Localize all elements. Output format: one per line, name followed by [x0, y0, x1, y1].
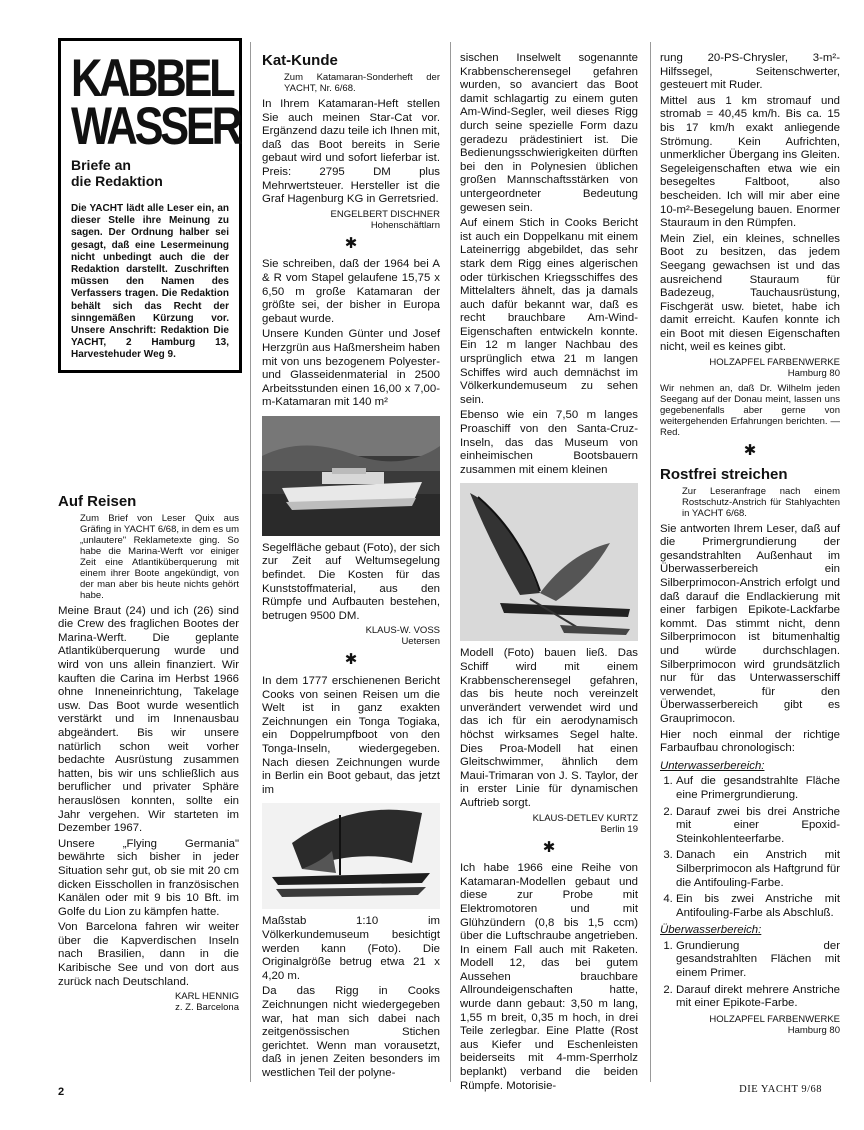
paragraph: Meine Braut (24) und ich (26) sind die Crew des fraglichen Bootes der Marina-Werft. Die geplante Atlantiküberquerung wurde und wird von uns allein finanziert. Wir kauften die Carina im Herbst 1966 ohne Inneneinrichtung, Takelage usw. Das Boot wurde wesentlich verstärkt und im Innenausbau abgeändert. Bis wir unsere natürlich schon weit vorher bedachte Ausrüstung zusammen hatten, bis wir uns schließlich aus beruflicher und privater Sphäre herauslösen konnten, sollte ein Jahr vergehen. Wir starteten im Dezember 1967.	[58, 604, 239, 835]
paragraph: rung 20-PS-Chrysler, 3-m²-Hilfssegel, Seitenschwerter, gesteuert mit Ruder.	[660, 52, 840, 92]
signature	[262, 625, 440, 647]
article-dek: Zum Katamaran-Sonderheft der YACHT, Nr. 6/68.	[284, 72, 440, 94]
paragraph: Sie schreiben, daß der 1964 bei A & R vom Stapel gelaufene 15,75 x 6,50 m große Katamaran der größte sei, der bisher in Europa gebaut wurde.	[262, 258, 440, 325]
column-2	[262, 52, 440, 1083]
signature	[460, 813, 638, 835]
separator-star: ✱	[344, 651, 358, 669]
column-rule	[450, 42, 451, 1082]
paragraph: Auf einem Stich in Cooks Bericht ist auch ein Doppelkanu mit einem Lateinerrigg abgebildet, das sehr stark dem Rigg eines algerischen oder türkischen Kriegsschiffes des Mittelalters ähnelt, das ja damals auch dafür bekannt war, daß es recht brauchbare Am-Wind-Eigenschaften entwickeln konnte. Ein 12 m langer Nachbau des ursprünglich etwa 21 m langen Schiffes wird auch demnächst im Völkerkundemuseum zu sehen sein.	[460, 217, 638, 406]
paragraph: Mittel aus 1 km stromauf und stromab = 40,45 km/h. Bis ca. 15 bis 17 km/h exakt anliegende Strömung. Kein Aufrichten, unmerklicher Übergang ins Gleiten. Segeleigenschaften etwa wie ein besegeltes Faltboot, also bescheiden. Ich will mir aber eine 10-m²-Besegelung bauen. Enormer Stauraum in den Rümpfen.	[660, 94, 840, 230]
article-title-rostfrei: Rostfrei streichen	[660, 465, 788, 483]
list-item: 4. Ein bis zwei Anstriche mit Antifouling-Farbe als Abschluß.	[676, 893, 840, 920]
list-item: 2. Darauf direkt mehrere Anstriche mit einer Epikote-Farbe.	[676, 984, 840, 1011]
article-title-auf-reisen: Auf Reisen	[58, 492, 137, 510]
paragraph: Segelfläche gebaut (Foto), der sich zur Zeit auf Weltumsegelung befindet. Die Kosten für das Kunststoffmaterial, aus den Rümpfe und Aufbauten bestehen, betrugen 9500 DM.	[262, 541, 440, 622]
article-dek: Zur Leseranfrage nach einem Rostschutz-Anstrich für Stahlyachten in YACHT 6/68.	[682, 485, 840, 519]
list-item: 2. Darauf zwei bis drei Anstriche mit einer Epoxid-Steinkohlenteerfarbe.	[676, 806, 840, 847]
proa-model-photo	[460, 483, 638, 641]
paragraph: Mein Ziel, ein kleines, schnelles Boot zu besitzen, das jedem Seegang gewachsen ist und das ausreichend Stauraum für Badezeug, Tauchausrüstung, Fischgerät usw. bietet, habe ich damit erreicht. Kaufen konnte ich ein Boot mit diesen Eigenschaften nicht, weil es keines gibt.	[660, 232, 840, 354]
signature-place: Hamburg 80	[787, 368, 840, 380]
signature-name: KARL HENNIG	[174, 991, 239, 1003]
paragraph: Sie antworten Ihrem Leser, daß auf die Primergrundierung der gesandstrahlten Außenhaut im Überwasserbereich ein Silberprimocon-Anstrich erfolgt und daß darauf die Endlackierung mit einer farbigen Epikote-Lackfarbe kommt. Das stimmt nicht, denn Silberprimocon ist bitumenhaltig und würde durchschlagen. Silberprimocon wird grundsätzlich nur für das Unterwasserschiff verwendet, für den Überwasserbereich gibt es Grauprimocon.	[660, 522, 840, 725]
paragraph: Ich habe 1966 eine Reihe von Katamaran-Modellen gebaut und diese zur Probe mit Elektromotoren und mit Glühzündern (0,8 bis 1,5 ccm) über die Luftschraube angetrieben. In einem Fall auch mit Raketen. Modell 12, das bei gutem Aussehen brauchbare Allroundeigenschaften hatte, wurde dann gebaut: 3,50 m lang, 1,55 m breit, 0,35 m hoch, in drei Teile zerlegbar. Eine Platte (Rost aus Kiefer und Eschenleisten beiderseits mit 4-mm-Sperrholz beplankt) verband die beiden Rümpfe. Motorisie-	[460, 862, 638, 1092]
list-underwater	[660, 775, 840, 920]
column-rule	[250, 42, 251, 1082]
masthead-intro: Die YACHT lädt alle Leser ein, an dieser Stelle ihre Meinung zu sagen. Der Ordnung halber sei gesagt, daß eine Lesermeinung nicht unbedingt auch die der Redaktion darstellt. Zuschriften müssen den Namen des Verfassers tragen. Die Redaktion behält sich das Recht der sinngemäßen Kürzung vor. Unsere Anschrift: Redaktion Die YACHT, 2 Hamburg 13, Harvestehuder Weg 9.	[71, 203, 229, 361]
signature	[262, 209, 440, 231]
list-item: 1. Grundierung der gesandstrahlten Flächen mit einem Primer.	[676, 940, 840, 981]
article-dek: Zum Brief von Leser Quix aus Gräfing in YACHT 6/68, in dem es um „unlautere" Reklametexte ging. So habe die Marina-Werft vor einiger Zeit eine Atlantiküberquerung mit einem ihrer Boote angekündigt, von der man aber bis heute nichts gehört habe.	[80, 512, 239, 601]
signature-name: HOLZAPFEL FARBENWERKE	[709, 357, 840, 369]
signature-place: Uetersen	[401, 636, 440, 648]
paragraph: Modell (Foto) bauen ließ. Das Schiff wird mit einem Krabbenscherensegel gefahren, das bis heute noch vereinzelt unverändert verwendet wird und das ich für ein aerodynamisch höchst wirksames Segel halte. Dies Proa-Modell hat einen Gleitschwimmer, ähnlich dem Maui-Trimaran von J. S. Taylor, der in erster Linie für dynamischen Auftrieb sorgt.	[460, 647, 638, 809]
paragraph: Da das Rigg in Cooks Zeichnungen nicht wiedergegeben war, hat man sich dabei nach zeitgenössischen Stichen gerichtet. Wenn man vorausetzt, daß in jenen Zeiten besonders im westlichen Teil der polyne-	[262, 985, 440, 1079]
masthead-subtitle-line1: Briefe an	[71, 157, 131, 173]
magazine-issue: DIE YACHT 9/68	[739, 1084, 822, 1095]
paragraph: Ebenso wie ein 7,50 m langes Proaschiff von den Santa-Cruz-Inseln, das das Museum von einheimischen Bootsbauern zusammen mit einem kleinen	[460, 409, 638, 476]
signature-place: Berlin 19	[600, 823, 638, 835]
paragraph: In dem 1777 erschienenen Bericht Cooks von seinen Reisen um die Welt ist in ganz exakten Zeichnungen ein Tonga Togiaka, ein Doppelrumpfboot von den Tonga-Inseln, wiedergegeben. Nach diesen Zeichnungen wurde in Berlin ein Boot gebaut, das jetzt im	[262, 675, 440, 796]
tonga-boat-photo	[262, 803, 440, 909]
signature-name: HOLZAPFEL FARBENWERKE	[709, 1013, 840, 1025]
masthead-box	[58, 38, 242, 373]
signature-place: Hohenschäftlarn	[370, 219, 440, 231]
section-heading-underwater: Unterwasserbereich:	[660, 759, 765, 772]
signature-place: z. Z. Barcelona	[175, 1002, 239, 1014]
paragraph: Unsere „Flying Germania" bewährte sich bisher in jeder Situation sehr gut, ob sie mit 20 cm dicken Eisschollen in französischen Kanälen oder mit 9 bis 10 Bft. im Golfe du Lion zu kämpfen hatte.	[58, 837, 239, 918]
separator-star: ✱	[542, 838, 556, 856]
masthead-title-line2: WASSER	[71, 97, 240, 156]
masthead-title-line1: KABBEL	[71, 49, 233, 108]
column-3	[460, 52, 638, 1095]
paragraph: Maßstab 1:10 im Völkerkundemuseum besichtigt werden kann (Foto). Die Originalgröße betrug etwa 21 x 4,20 m.	[262, 915, 440, 982]
separator-star: ✱	[344, 234, 358, 252]
editor-note: Wir nehmen an, daß Dr. Wilhelm jeden Seegang auf der Donau meint, lassen uns gegebenenfalls aber gerne von weitergehenden Erfahrungen berichten. — Red.	[660, 383, 840, 439]
list-item: 3. Danach ein Anstrich mit Silberprimocon als Haftgrund für die Antifouling-Farbe.	[676, 849, 840, 890]
section-heading-above-water: Überwasserbereich:	[660, 924, 762, 937]
column-1	[58, 38, 239, 1017]
list-above-water	[660, 940, 840, 1011]
paragraph: In Ihrem Katamaran-Heft stellen Sie auch meinen Star-Cat vor. Ergänzend dazu teile ich Ihnen mit, daß das Boot bereits in Serie gebaut wird und sofort lieferbar ist. Preis: 2795 DM plus Mehrwertsteuer. Hersteller ist die Graf Hagenburg KG in Gerretsried.	[262, 98, 440, 206]
page-number: 2	[58, 1086, 65, 1098]
catamaran-photo	[262, 416, 440, 536]
signature-name: KLAUS-W. VOSS	[365, 625, 440, 637]
signature-place: Hamburg 80	[787, 1024, 840, 1036]
paragraph: Von Barcelona fahren wir weiter über die Kapverdischen Inseln nach Brasilien, dann in die Karibische See und von dort aus zurück nach Deutschland.	[58, 921, 239, 988]
column-rule	[650, 42, 651, 1082]
signature	[660, 357, 840, 379]
signature-name: ENGELBERT DISCHNER	[330, 208, 440, 220]
paragraph: Unsere Kunden Günter und Josef Herzgrün aus Haßmersheim haben mit von uns bezogenem Polyester- und Glasseidenmaterial in 2500 Arbeitsstunden einen 16,00 x 7,00-m-Katamaran mit 140 m²	[262, 328, 440, 409]
paragraph: Hier noch einmal der richtige Farbaufbau chronologisch:	[660, 728, 840, 755]
paragraph: sischen Inselwelt sogenannte Krabbenscherensegel gefahren wurden, so avanciert das Boot damit schlagartig zu einem guten Am-Wind-Segler, weil dieses Rigg durch seine spezielle Form dazu geradezu prädestiniert ist. Die Bedienungsschwierigkeiten dürften bei den in Polynesien üblichen großen Mannschaftsstärken von untergeordneter Bedeutung gewesen sein.	[460, 52, 638, 214]
separator-star: ✱	[743, 442, 757, 460]
masthead-subtitle-line2: die Redaktion	[71, 173, 163, 189]
article-title-kat-kunde: Kat-Kunde	[262, 52, 338, 69]
signature-name: KLAUS-DETLEV KURTZ	[532, 812, 638, 824]
signature	[660, 1014, 840, 1036]
list-item: 1. Auf die gesandstrahlte Fläche eine Primergrundierung.	[676, 775, 840, 802]
column-4	[660, 52, 840, 1040]
signature	[58, 991, 239, 1013]
